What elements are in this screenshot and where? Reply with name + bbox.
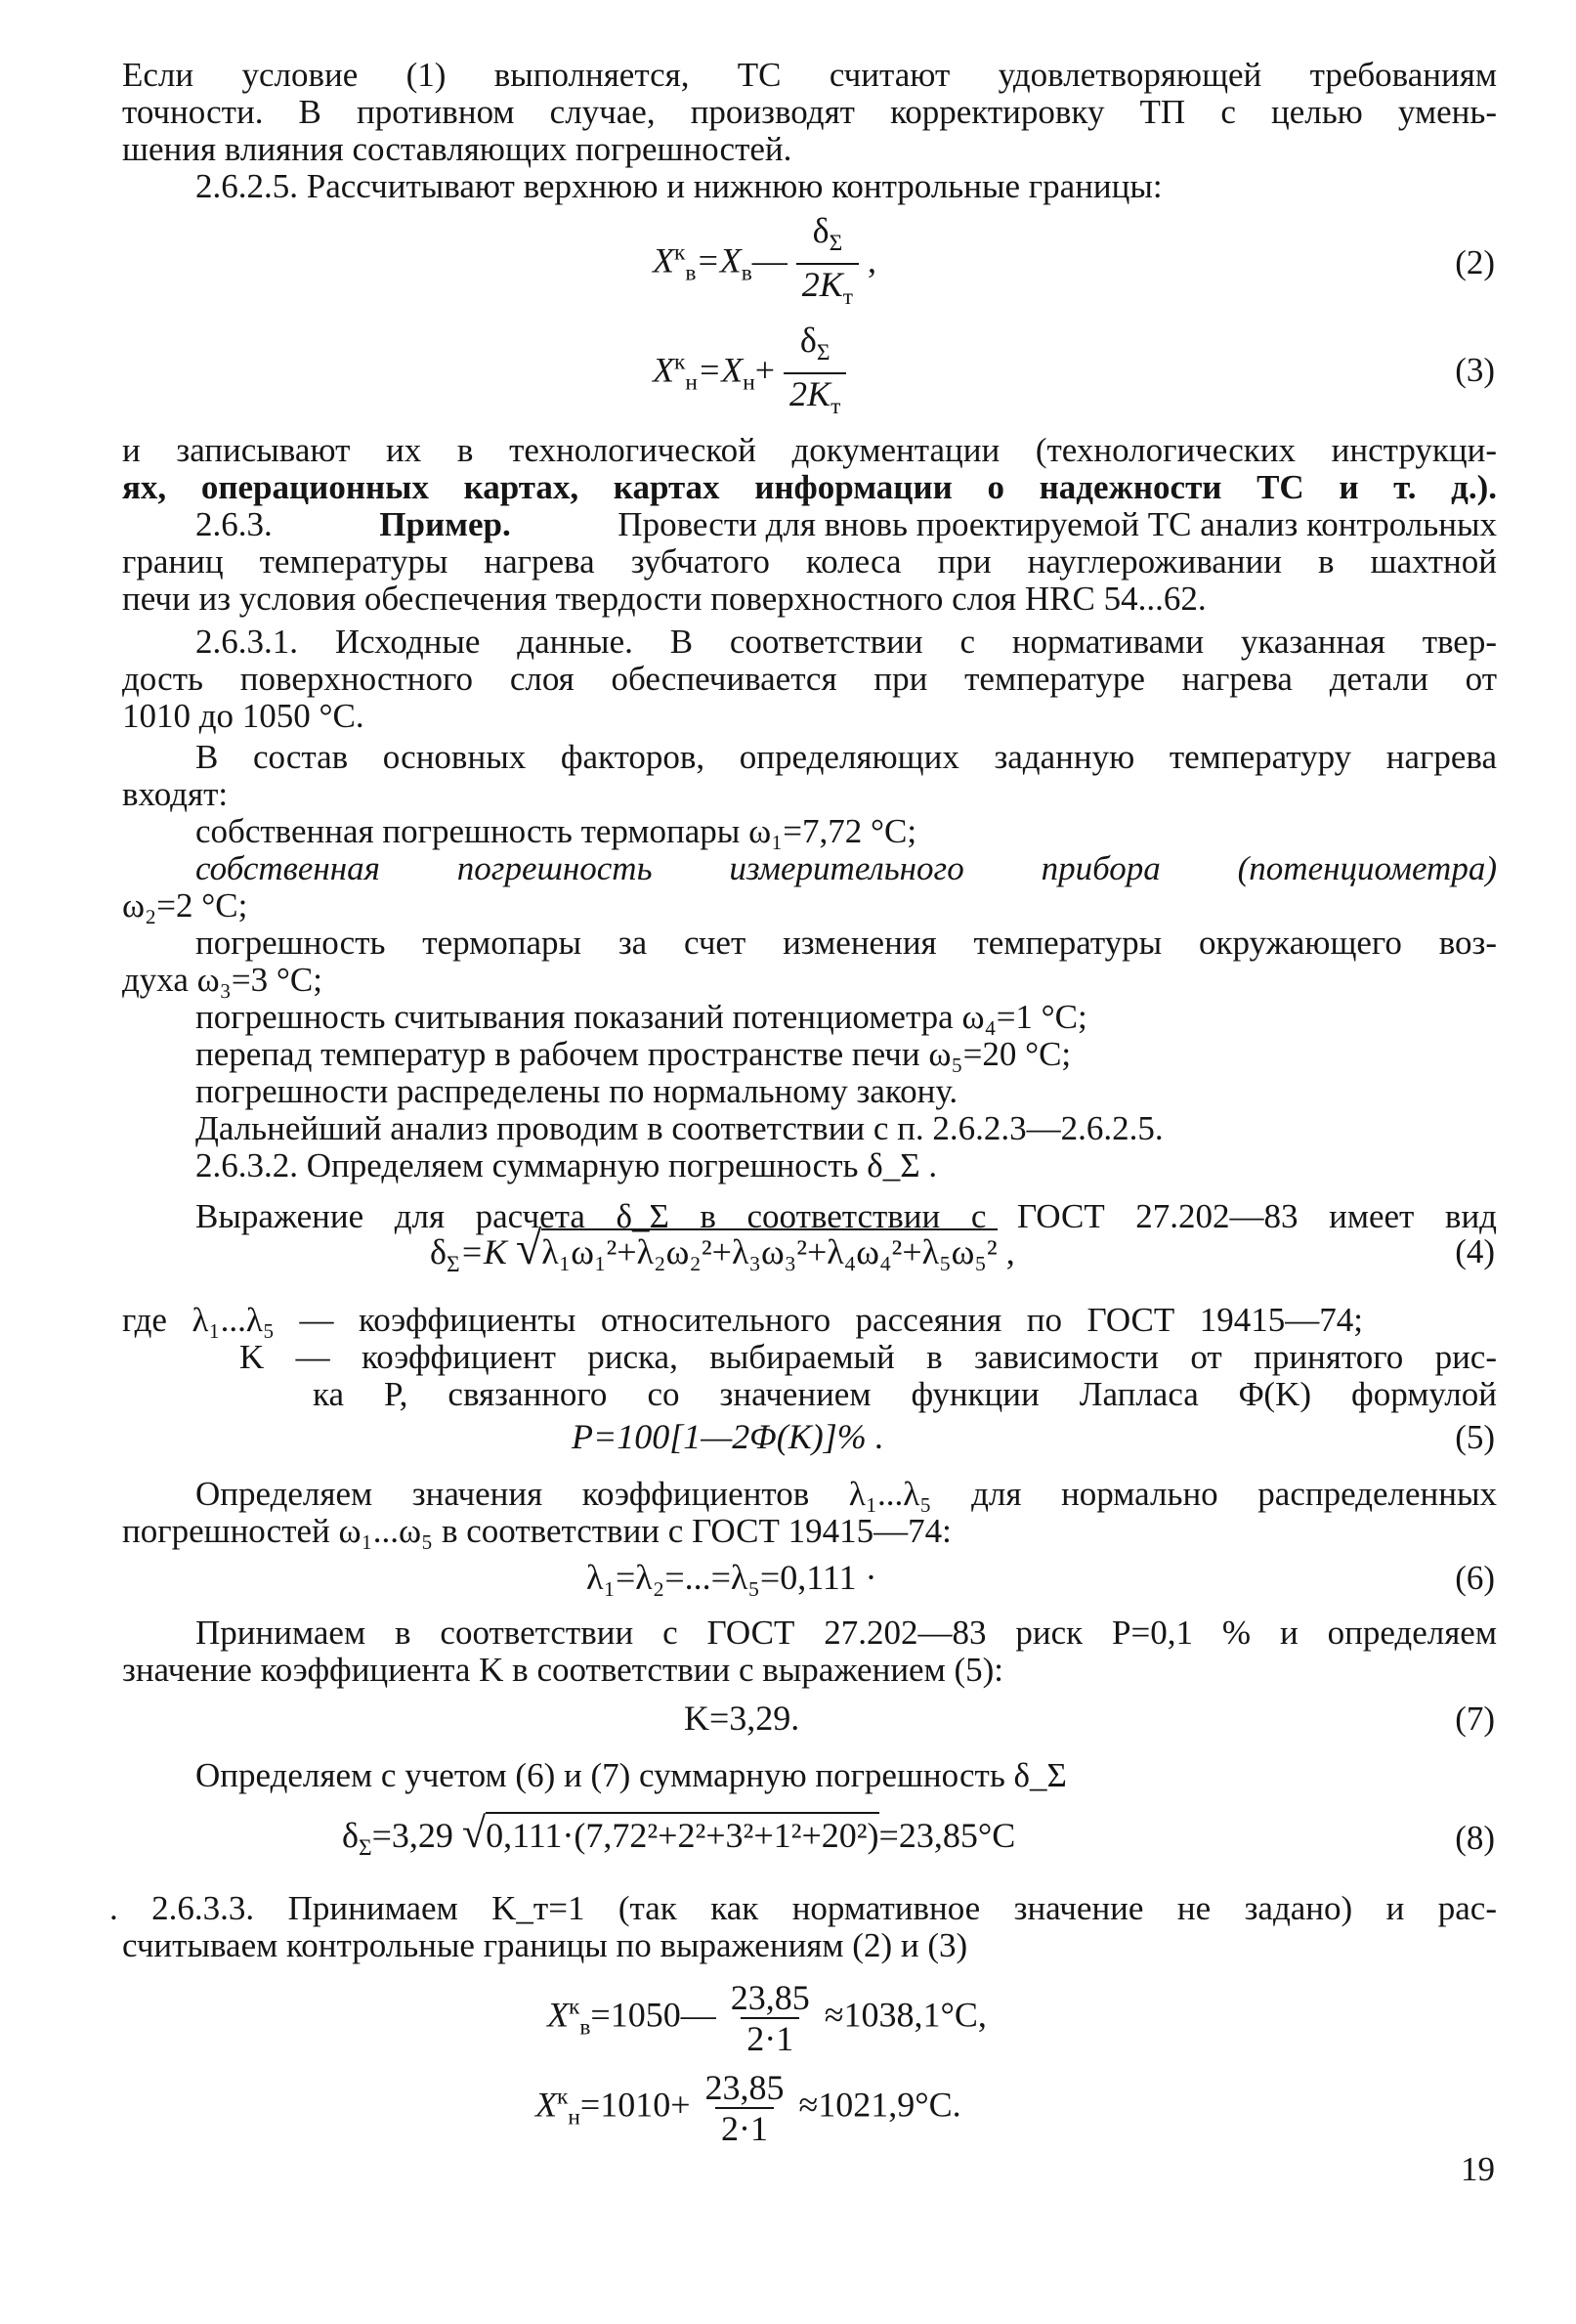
text-line: ях, операционных картах, картах информации о надежности ТС и т. д.). — [122, 468, 1497, 506]
text-line: считываем контрольные границы по выражениям (2) и (3) — [122, 1926, 968, 1964]
equation-number: (8) — [1455, 1819, 1495, 1857]
text-line: границ температуры нагрева зубчатого колеса при науглероживании в шахтной — [122, 542, 1497, 581]
list-item: собственная погрешность измерительного прибора (потенциометра) — [195, 849, 1497, 887]
text-line: 2.6.3.1. Исходные данные. В соответствии с нормативами указанная твер- — [195, 623, 1497, 661]
text-line: точности. В противном случае, производят корректировку ТП с целью умень- — [122, 93, 1497, 131]
section-heading: . 2.6.3.3. Принимаем K_т=1 (так как нормативное значение не задано) и рас- — [109, 1889, 1497, 1927]
text-line: Дальнейший анализ проводим в соответствии с п. 2.6.2.3—2.6.2.5. — [195, 1109, 1164, 1147]
text-line: 1010 до 1050 °С. — [122, 697, 364, 735]
text-line: ка P, связанного со значением функции Лапласа Φ(K) формулой — [313, 1375, 1497, 1413]
text-line: погрешностей ω₁...ω₅ в соответствии с ГОСТ 19415—74: — [122, 1512, 952, 1550]
equation-3: $X^к_н=X_н+$ $\delta_\Sigma$ $2K_т$ — [653, 323, 846, 424]
text-line: значение коэффициента K в соответствии с выражением (5): — [122, 1651, 1004, 1689]
text-line: где λ₁...λ₅ — коэффициенты относительного рассеяния по ГОСТ 19415—74; — [122, 1301, 1363, 1339]
text-line: и записывают их в технологической документации (технологических инструкци- — [122, 431, 1497, 469]
page-number: 19 — [1461, 2150, 1495, 2188]
sqrt-icon: √ — [461, 1809, 487, 1857]
equation-upper-limit: $X^к_в=1050—$ $\frac{23,85}{2\cdot 1}$ ≈1038,1°С, — [547, 1978, 987, 2058]
equation-7: K=3,29. — [684, 1699, 800, 1738]
list-item: перепад температур в рабочем пространстве печи ω₅=20 °С; — [195, 1035, 1072, 1073]
text-line: Определяем значения коэффициентов λ₁...λ₅ для нормально распределенных — [195, 1475, 1497, 1513]
equation-number: (7) — [1455, 1700, 1495, 1738]
equation-4: $\delta_\Sigma=K$ √λ₁ω₁²+λ₂ω₂²+λ₃ω₃²+λ₄ω₄²+λ₅ω₅² , — [430, 1223, 1015, 1278]
list-item: духа ω₃=3 °С; — [122, 961, 322, 999]
equation-6: λ₁=λ₂=...=λ₅=0,111 · — [586, 1558, 877, 1597]
equation-number: (3) — [1455, 351, 1495, 389]
equation-8: $\delta_\Sigma=3,29$ √0,111·(7,72²+2²+3²+1²+20²)=23,85°С — [342, 1809, 1016, 1862]
list-item: ω₂=2 °С; — [122, 886, 248, 925]
equation-lower-limit: $X^к_н=1010+$ $\frac{23,85}{2\cdot 1}$ ≈1021,9°С. — [535, 2068, 961, 2148]
section-heading: 2.6.3.2. Определяем суммарную погрешность δ_Σ . — [195, 1146, 938, 1184]
text-line: входят: — [122, 775, 229, 813]
list-item: погрешность считывания показаний потенциометра ω₄=1 °С; — [195, 998, 1087, 1036]
section-heading: 2.6.2.5. Рассчитывают верхнюю и нижнюю контрольные границы: — [195, 167, 1163, 205]
text-line: Если условие (1) выполняется, ТС считают удовлетворяющей требованиям — [122, 56, 1497, 94]
equation-number: (4) — [1455, 1232, 1495, 1270]
list-item: собственная погрешность термопары ω₁=7,72 °С; — [195, 812, 917, 850]
equation-5: P=100[1—2Φ(K)]% . — [572, 1417, 884, 1456]
text-line: K — коэффициент риска, выбираемый в зависимости от принятого рис- — [239, 1338, 1497, 1376]
example-heading: 2.6.3. Пример. Провести для вновь проектируемой ТС анализ контрольных — [195, 505, 1497, 543]
text-line: дость поверхностного слоя обеспечивается при температуре нагрева детали от — [122, 660, 1497, 698]
list-item: погрешность термопары за счет изменения температуры окружающего воз- — [195, 924, 1497, 962]
text-line: Выражение для расчета δ_Σ в соответствии с ГОСТ 27.202—83 имеет вид — [195, 1197, 1497, 1235]
list-item: погрешности распределены по нормальному закону. — [195, 1072, 958, 1110]
text-line: Определяем с учетом (6) и (7) суммарную погрешность δ_Σ — [195, 1756, 1067, 1794]
text-line: Принимаем в соответствии с ГОСТ 27.202—83 риск P=0,1 % и определяем — [195, 1614, 1497, 1652]
equation-number: (6) — [1455, 1559, 1495, 1597]
sqrt-icon: √ — [515, 1223, 542, 1274]
equation-number: (5) — [1455, 1418, 1495, 1456]
text-line: В состав основных факторов, определяющих заданную температуру нагрева — [195, 738, 1497, 776]
text-line: печи из условия обеспечения твердости поверхностного слоя HRC 54...62. — [122, 580, 1207, 618]
equation-2: $X^к_в=X_в—$ $\delta_\Sigma$ $2K_т$ , — [653, 213, 876, 315]
text-line: шения влияния составляющих погрешностей. — [122, 130, 792, 168]
equation-number: (2) — [1455, 243, 1495, 281]
